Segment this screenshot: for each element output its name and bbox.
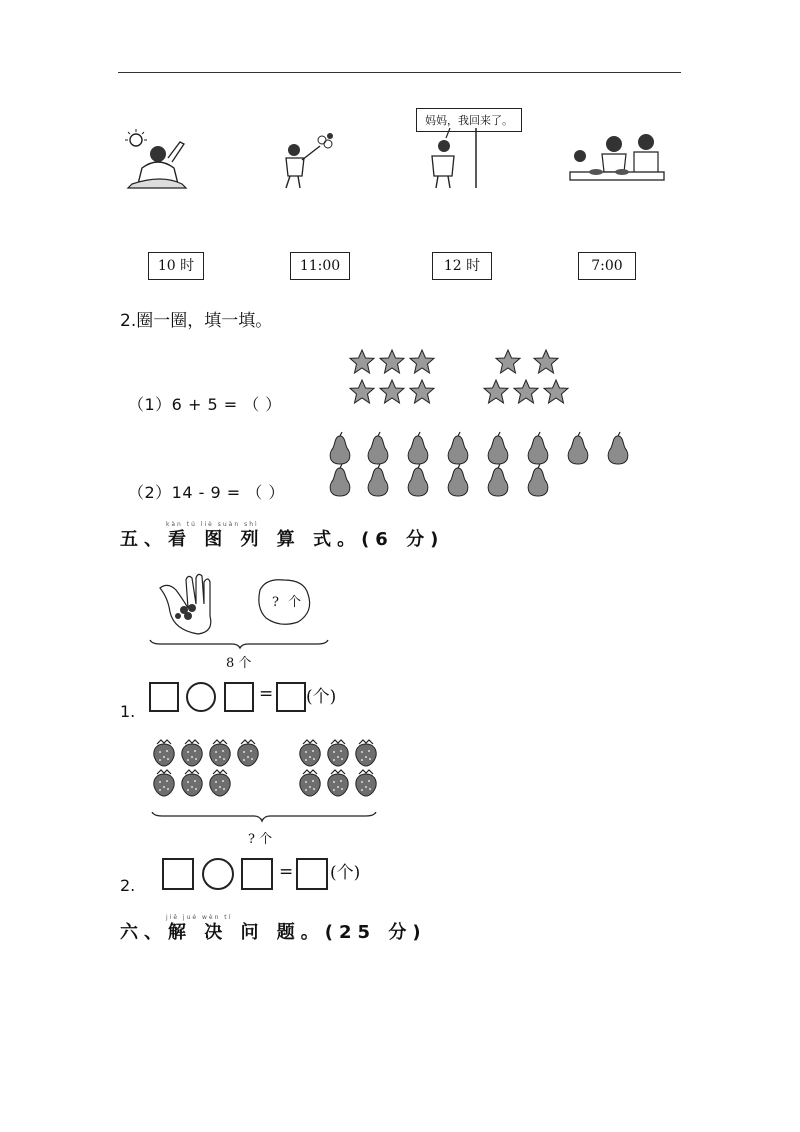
equation-1-operator-circle[interactable] <box>186 682 216 712</box>
equation-1-box-a[interactable] <box>149 682 179 712</box>
family-dinner-illustration <box>566 130 666 192</box>
time-box-4: 7:00 <box>578 252 636 280</box>
total-8-label: 8 个 <box>226 656 252 671</box>
section-5-title: 五、看 图 列 算 式。(6 分) <box>120 529 445 550</box>
equation-2-answer-box[interactable] <box>296 858 328 890</box>
section-6-title: 六、解 决 问 题。(25 分) <box>120 922 427 943</box>
equation-1-answer-box[interactable] <box>276 682 306 712</box>
equation-1-number: 1. <box>120 702 136 721</box>
hand-question-label: ? <box>272 595 279 610</box>
strawberries-figure <box>150 738 384 826</box>
equation-2-number: 2. <box>120 876 136 895</box>
strawberry-group-right <box>300 740 376 796</box>
speech-bubble: 妈妈，我回来了。 <box>416 108 522 132</box>
boy-with-flowers-illustration <box>276 126 346 194</box>
star-group-6 <box>350 350 434 403</box>
top-rule <box>118 72 681 73</box>
strawberry-group-left <box>154 740 258 796</box>
equation-1-unit: (个) <box>306 687 337 707</box>
equation-2-unit: (个) <box>330 863 361 883</box>
question-2-1-expression: （1）6 + 5 = （ ） <box>128 395 282 414</box>
equation-2-equals: = <box>279 862 294 882</box>
section-5-pinyin: kàn tú liè suàn shì <box>166 521 259 528</box>
star-group-5 <box>484 350 568 403</box>
waking-boy-illustration <box>122 128 212 190</box>
equation-1-equals: = <box>259 684 274 704</box>
hands-illustration <box>148 568 332 650</box>
question-2-heading: 2.圈一圈，填一填。 <box>120 311 273 331</box>
total-unknown-label: ? 个 <box>248 832 273 847</box>
section-6-pinyin: jiě jué wèn tí <box>166 914 233 921</box>
equation-2-box-b[interactable] <box>241 858 273 890</box>
svg-text:个: 个 <box>288 595 302 610</box>
question-2-2-expression: （2）14 - 9 = （ ） <box>128 483 285 502</box>
time-box-1: 10 时 <box>148 252 204 280</box>
equation-2-box-a[interactable] <box>162 858 194 890</box>
pears-figure <box>322 430 642 502</box>
equation-1-box-b[interactable] <box>224 682 254 712</box>
equation-2-operator-circle[interactable] <box>202 858 234 890</box>
boy-returning-home-illustration <box>420 128 490 198</box>
stars-figure <box>340 346 580 410</box>
time-box-3: 12 时 <box>432 252 492 280</box>
time-box-2: 11:00 <box>290 252 350 280</box>
